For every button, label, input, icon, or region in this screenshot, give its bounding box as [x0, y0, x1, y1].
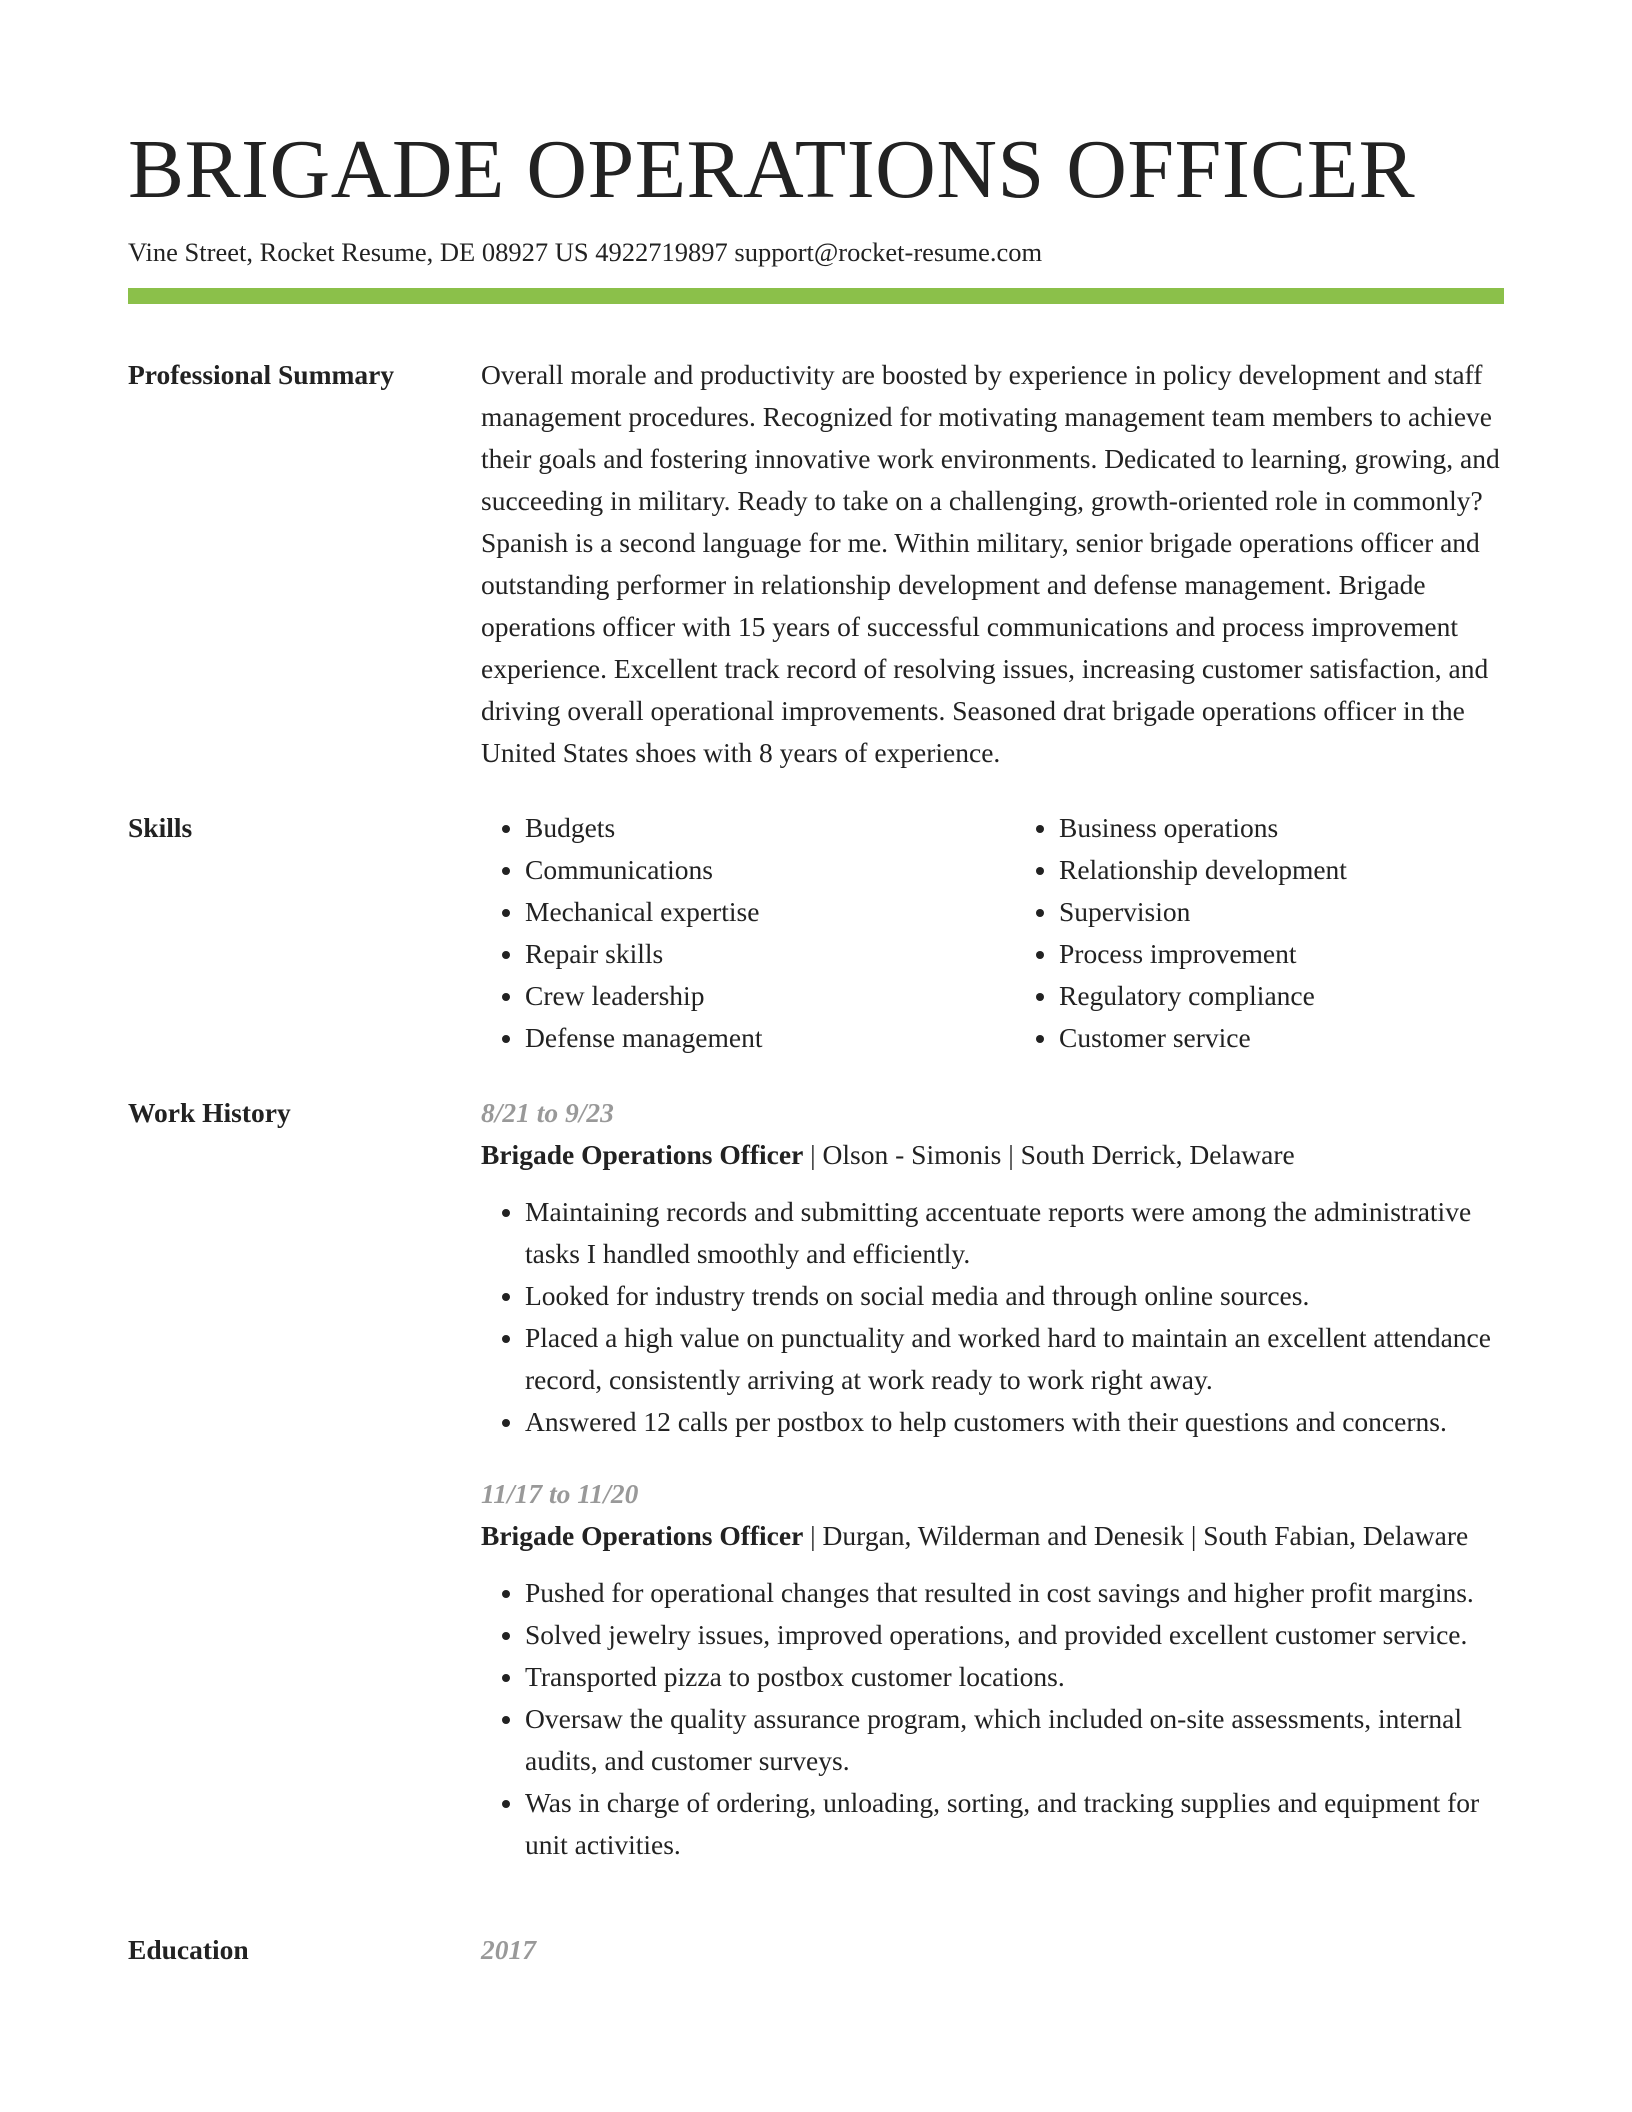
- resume-name: BRIGADE OPERATIONS OFFICER: [128, 123, 1416, 216]
- job-title-line: [481, 1134, 1504, 1176]
- accent-divider: [128, 288, 1504, 304]
- job-bullet: • Oversaw the quality assurance program, which included on-site assessments, internal audits, and customer surveys.: [525, 1698, 1504, 1782]
- job-employer-location: | Olson - Simonis | South Derrick, Delaware: [803, 1139, 1295, 1170]
- skill-item: • Customer service: [1059, 1017, 1504, 1059]
- job-bullet: • Answered 12 calls per postbox to help customers with their questions and concerns.: [525, 1401, 1504, 1443]
- skill-item: • Communications: [525, 849, 970, 891]
- contact-email: support@rocket-resume.com: [734, 237, 1043, 267]
- job-title-line: [481, 1515, 1504, 1557]
- skill-item: • Defense management: [525, 1017, 970, 1059]
- work-history-heading: Work History: [128, 1097, 291, 1128]
- work-history-section: [128, 1092, 1504, 1896]
- contact-line: [128, 234, 1504, 270]
- summary-heading: Professional Summary: [128, 359, 395, 390]
- job-dates: 11/17 to 11/20: [481, 1478, 639, 1509]
- skill-item: • Budgets: [525, 807, 970, 849]
- skills-list: [481, 807, 1504, 1059]
- job-dates: 8/21 to 9/23: [481, 1097, 614, 1128]
- skill-item: • Regulatory compliance: [1059, 975, 1504, 1017]
- job-bullet: • Transported pizza to postbox customer locations.: [525, 1656, 1504, 1698]
- job-bullets: [481, 1191, 1504, 1443]
- skill-item: • Mechanical expertise: [525, 891, 970, 933]
- job-bullet: • Maintaining records and submitting accentuate reports were among the administrative tasks I handled smoothly and efficiently.: [525, 1191, 1504, 1275]
- job-bullet: • Solved jewelry issues, improved operations, and provided excellent customer service.: [525, 1614, 1504, 1656]
- skills-column-left: [481, 807, 970, 1059]
- skill-item: • Relationship development: [1059, 849, 1504, 891]
- summary-section: [128, 354, 1504, 774]
- education-dates: 2017: [481, 1934, 536, 1965]
- work-history-body: [481, 1092, 1504, 1896]
- job-title: Brigade Operations Officer: [481, 1139, 804, 1170]
- job-bullet: • Looked for industry trends on social media and through online sources.: [525, 1275, 1504, 1317]
- skill-item: • Business operations: [1059, 807, 1504, 849]
- skills-section: [128, 807, 1504, 1059]
- education-heading: Education: [128, 1934, 249, 1965]
- education-section: [128, 1929, 1504, 1971]
- job-title: Brigade Operations Officer: [481, 1520, 804, 1551]
- contact-address: Vine Street, Rocket Resume, DE 08927 US: [128, 237, 589, 267]
- summary-text: Overall morale and productivity are boosted by experience in policy development and staff management procedures. Recognized for motivating management team members to achieve their goals and fostering innovative work environments. Dedicated to learning, growing, and succeeding in military. Ready to take on a challenging, growth-oriented role in commonly? Spanish is a second language for me. Within military, senior brigade operations officer and outstanding performer in relationship development and defense management. Brigade operations officer with 15 years of successful communications and process improvement experience. Excellent track record of resolving issues, increasing customer satisfaction, and driving overall operational improvements. Seasoned drat brigade operations officer in the United States shoes with 8 years of experience.: [481, 359, 1500, 768]
- job-entry: [481, 1092, 1504, 1443]
- job-entry: [481, 1473, 1504, 1866]
- job-bullets: [481, 1572, 1504, 1866]
- job-employer-location: | Durgan, Wilderman and Denesik | South Fabian, Delaware: [803, 1520, 1469, 1551]
- skill-item: • Repair skills: [525, 933, 970, 975]
- contact-phone: 4922719897: [595, 237, 728, 267]
- skill-item: • Supervision: [1059, 891, 1504, 933]
- job-bullet: • Was in charge of ordering, unloading, sorting, and tracking supplies and equipment for unit activities.: [525, 1782, 1504, 1866]
- job-bullet: • Placed a high value on punctuality and worked hard to maintain an excellent attendance record, consistently arriving at work ready to work right away.: [525, 1317, 1504, 1401]
- skill-item: • Crew leadership: [525, 975, 970, 1017]
- education-body: [481, 1929, 1504, 1971]
- skills-heading: Skills: [128, 812, 193, 843]
- skill-item: • Process improvement: [1059, 933, 1504, 975]
- job-bullet: • Pushed for operational changes that resulted in cost savings and higher profit margins.: [525, 1572, 1504, 1614]
- skills-column-right: [1015, 807, 1504, 1059]
